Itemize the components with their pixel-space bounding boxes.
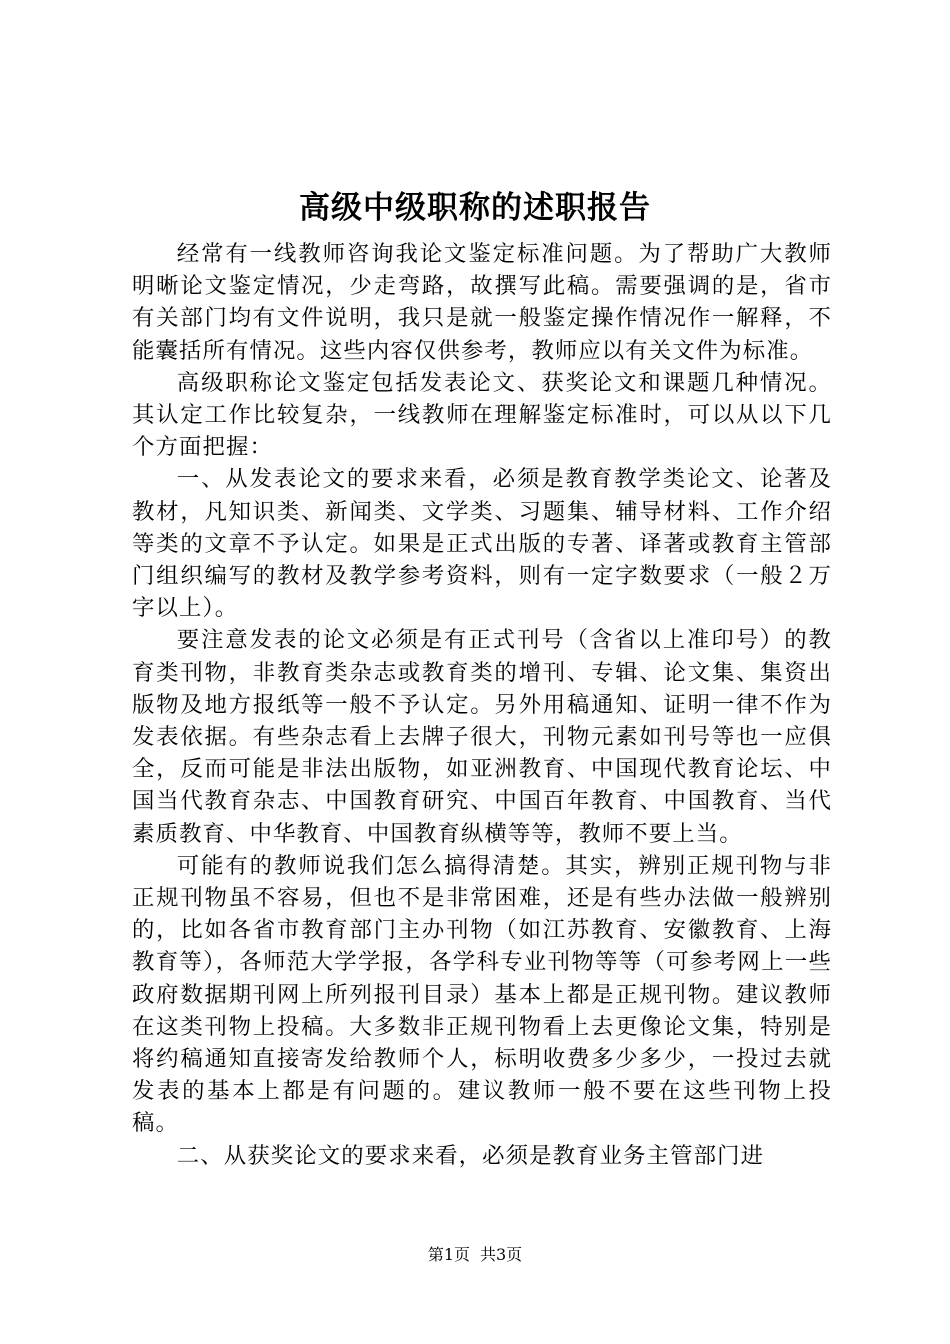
- paragraph: 经常有一线教师咨询我论文鉴定标准问题。为了帮助广大教师明晰论文鉴定情况，少走弯路，故撰写此稿。需要强调的是，省市有关部门均有文件说明，我只是就一般鉴定操作情况作一解释，不能囊括所有情况。这些内容仅供参考，教师应以有关文件为标准。: [132, 241, 832, 364]
- paragraph: 可能有的教师说我们怎么搞得清楚。其实，辨别正规刊物与非正规刊物虽不容易，但也不是非常困难，还是有些办法做一般辨别的，比如各省市教育部门主办刊物（如江苏教育、安徽教育、上海教育等），各师范大学学报，各学科专业刊物等等（可参考网上一些政府数据期刊网上所列报刊目录）基本上都是正规刊物。建议教师在这类刊物上投稿。大多数非正规刊物看上去更像论文集，特别是将约稿通知直接寄发给教师个人，标明收费多少多少，一投过去就发表的基本上都是有问题的。建议教师一般不要在这些刊物上投稿。: [132, 852, 832, 1137]
- page-total: 共3页: [480, 1245, 523, 1264]
- paragraph: 要注意发表的论文必须是有正式刊号（含省以上准印号）的教育类刊物，非教育类杂志或教育类的增刊、专辑、论文集、集资出版物及地方报纸等一般不予认定。另外用稿通知、证明一律不作为发表依据。有些杂志看上去牌子很大，刊物元素如刊号等也一应俱全，反而可能是非法出版物，如亚洲教育、中国现代教育论坛、中国当代教育杂志、中国教育研究、中国百年教育、中国教育、当代素质教育、中华教育、中国教育纵横等等，教师不要上当。: [132, 627, 832, 847]
- page-number: 第1页: [427, 1245, 470, 1264]
- document-title: 高级中级职称的述职报告: [299, 190, 651, 226]
- document-body: [132, 238, 832, 1172]
- page-footer: [0, 1244, 950, 1266]
- paragraph: 二、从获奖论文的要求来看，必须是教育业务主管部门进: [176, 1142, 765, 1169]
- paragraph: 一、从发表论文的要求来看，必须是教育教学类论文、论著及教材，凡知识类、新闻类、文学类、习题集、辅导材料、工作介绍等类的文章不予认定。如果是正式出版的专著、译著或教育主管部门组织编写的教材及教学参考资料，则有一定字数要求（一般２万字以上）。: [132, 466, 832, 622]
- paragraph: 高级职称论文鉴定包括发表论文、获奖论文和课题几种情况。其认定工作比较复杂，一线教师在理解鉴定标准时，可以从以下几个方面把握：: [132, 369, 832, 461]
